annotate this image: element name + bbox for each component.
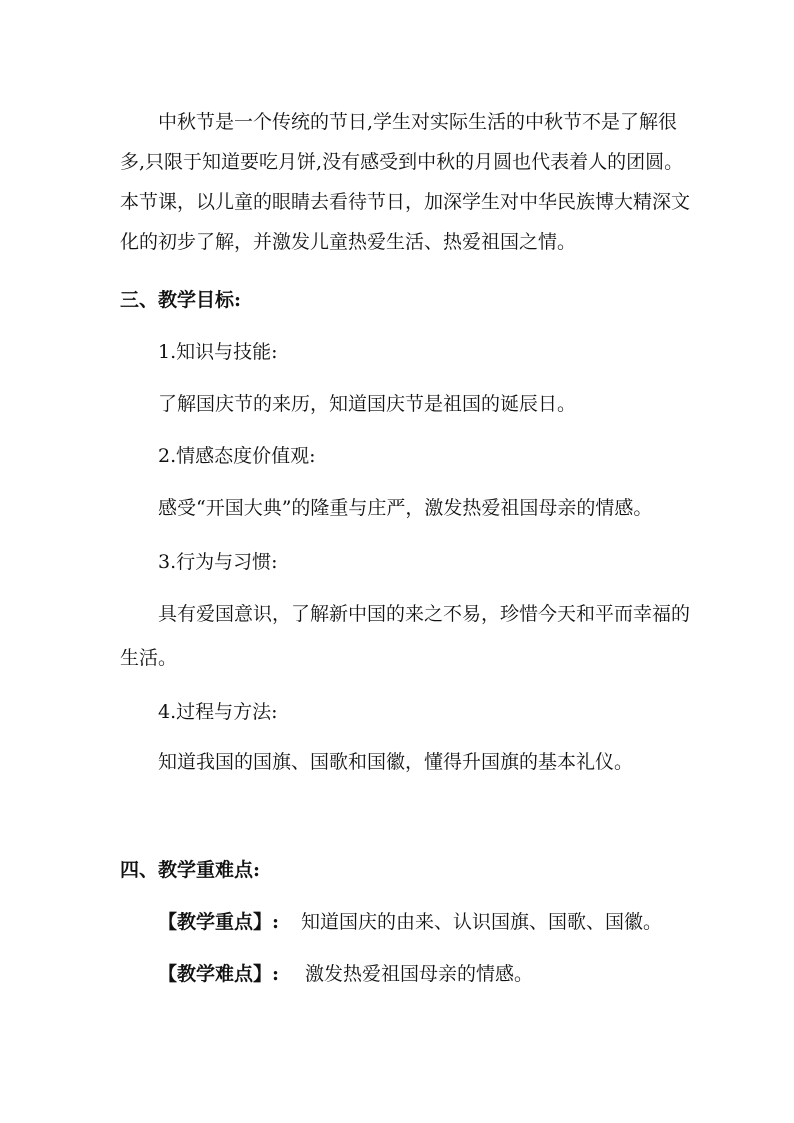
key-point-row [158,910,662,934]
difficult-point-row [158,962,533,986]
goal-1-title: 1.知识与技能: [158,341,278,363]
intro-line-4: 化的初步了解，并激发儿童热爱生活、热爱祖国之情。 [120,231,577,253]
goal-3-title: 3.行为与习惯: [158,551,278,573]
intro-line-1: 中秋节是一个传统的节日,学生对实际生活的中秋节不是了解很 [158,111,678,133]
goal-3-body-line-1: 具有爱国意识，了解新中国的来之不易，珍惜今天和平而幸福的 [158,603,691,625]
goal-3-body-line-2: 生活。 [120,647,178,669]
intro-line-3: 本节课，以儿童的眼睛去看待节日，加深学生对中华民族博大精深文 [120,191,691,213]
intro-line-2: 多,只限于知道要吃月饼,没有感受到中秋的月圆也代表着人的团圆。 [120,151,684,173]
key-point-label: 【教学重点】: [158,911,280,933]
goal-2-body: 感受“开国大典”的隆重与庄严，激发热爱祖国母亲的情感。 [158,497,653,519]
goal-4-title: 4.过程与方法: [158,701,278,723]
goal-1-body: 了解国庆节的来历，知道国庆节是祖国的诞辰日。 [158,393,577,415]
goal-2-title: 2.情感态度价值观: [158,445,316,467]
section-3-heading: 三、教学目标: [120,289,242,311]
section-4-heading: 四、教学重难点: [120,859,261,881]
difficult-point-label: 【教学难点】: [158,963,280,985]
key-point-text: 知道国庆的由来、认识国旗、国歌、国徽。 [301,911,663,933]
goal-4-body: 知道我国的国旗、国歌和国徽，懂得升国旗的基本礼仪。 [158,751,634,773]
difficult-point-text: 激发热爱祖国母亲的情感。 [305,963,534,985]
